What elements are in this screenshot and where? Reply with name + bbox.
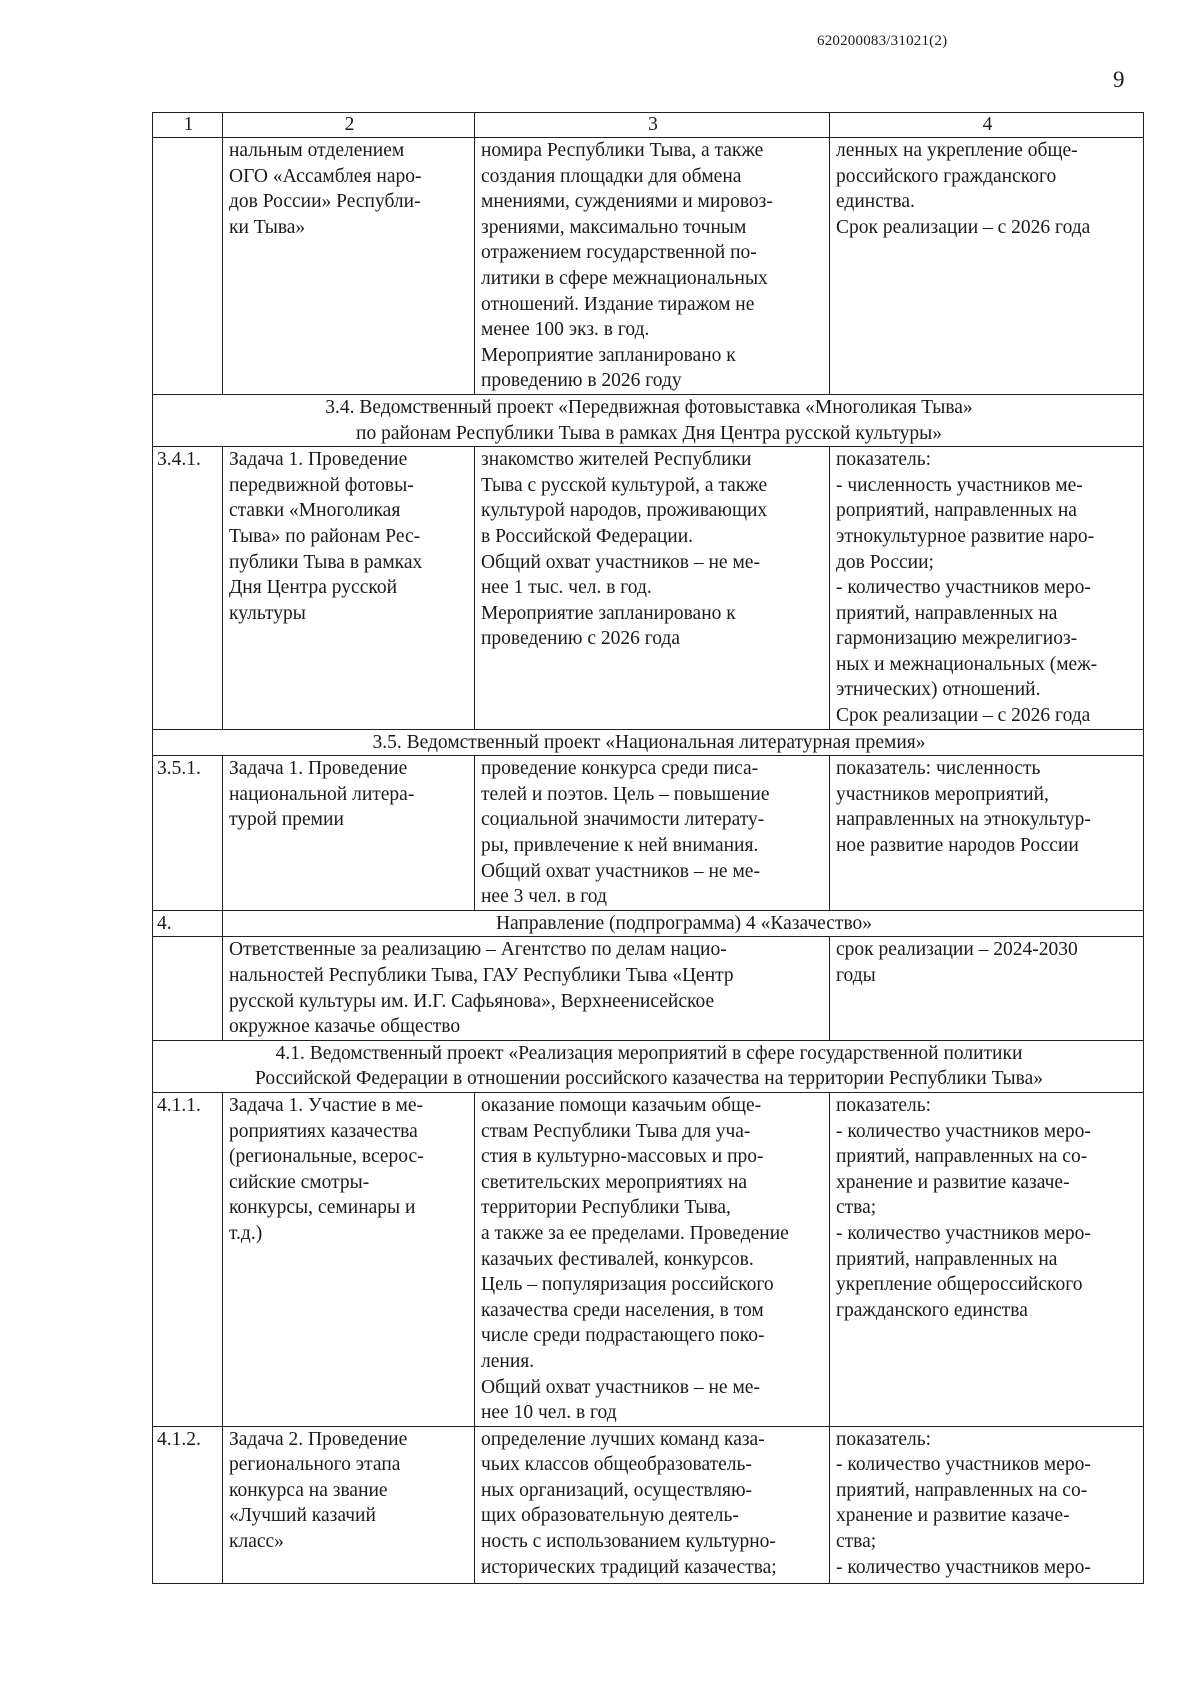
row-number-cell: 4.1.2. xyxy=(153,1426,223,1583)
section-title xyxy=(153,1040,1144,1092)
text-line: Мероприятие запланировано к xyxy=(481,344,736,366)
section-title xyxy=(153,729,1144,756)
text-line: стия в культурно-массовых и про- xyxy=(481,1146,764,1168)
table-row-3-5-1 xyxy=(153,756,1144,911)
text-line: числе среди подрастающего поко- xyxy=(481,1325,765,1347)
text-line: приятий, направленных на xyxy=(836,602,1058,624)
text-line: ставки «Многоликая xyxy=(229,500,401,522)
table-row-continuation xyxy=(153,138,1144,395)
text-line: дов России; xyxy=(836,551,934,573)
indicator-cell xyxy=(830,756,1144,911)
text-line: ствам Республики Тыва для уча- xyxy=(481,1120,751,1142)
text-line: гражданского единства xyxy=(836,1299,1028,1321)
text-line: территории Республики Тыва, xyxy=(481,1197,731,1219)
column-header: 1 xyxy=(153,113,223,138)
text-line: приятий, направленных на со- xyxy=(836,1479,1088,1501)
text-line: Мероприятие запланировано к xyxy=(481,602,736,624)
row-number-cell: 4.1.1. xyxy=(153,1092,223,1426)
page-number: 9 xyxy=(1113,67,1125,92)
text-line: социальной значимости литерату- xyxy=(481,809,765,831)
text-line: ных организаций, осуществляю- xyxy=(481,1479,753,1501)
description-cell xyxy=(475,1426,830,1583)
text-line: российского гражданского xyxy=(836,165,1057,187)
indicator-cell xyxy=(830,447,1144,730)
text-line: 3.5. Ведомственный проект «Национальная литературная премия» xyxy=(372,731,926,753)
text-line: ки Тыва» xyxy=(229,216,306,238)
implementation-term xyxy=(830,937,1144,1040)
section-header-4-1 xyxy=(153,1040,1144,1092)
row-number-cell: 3.4.1. xyxy=(153,447,223,730)
text-line: передвижной фотовы- xyxy=(229,474,414,496)
text-line: щих образовательную деятель- xyxy=(481,1505,739,1527)
text-line: телей и поэтов. Цель – повышение xyxy=(481,783,770,805)
row-number-cell: 3.5.1. xyxy=(153,756,223,911)
text-line: отражением государственной по- xyxy=(481,242,757,264)
text-line: ства; xyxy=(836,1197,877,1219)
text-line: по районам Республики Тыва в рамках Дня Центра русской культуры» xyxy=(356,422,942,444)
text-line: ства; xyxy=(836,1531,877,1553)
text-line: ность с использованием культурно- xyxy=(481,1531,776,1553)
text-line: 3.4. Ведомственный проект «Передвижная фотовыставка «Многоликая Тыва» xyxy=(325,396,973,418)
text-line: - количество участников меро- xyxy=(836,1454,1091,1476)
table-row-4-1-1 xyxy=(153,1092,1144,1426)
text-line: литики в сфере межнациональных xyxy=(481,267,768,289)
text-line: хранение и развитие казаче- xyxy=(836,1505,1070,1527)
text-line: определение лучших команд каза- xyxy=(481,1428,765,1450)
text-line: Ответственные за реализацию – Агентство по делам нацио- xyxy=(229,939,727,961)
text-line: укрепление общероссийского xyxy=(836,1274,1083,1296)
text-line: национальной литера- xyxy=(229,783,415,805)
text-line: Российской Федерации в отношении российского казачества на территории Республики Тыва» xyxy=(255,1068,1043,1090)
text-line: проведению в 2026 году xyxy=(481,370,682,392)
text-line: менее 100 экз. в год. xyxy=(481,319,650,341)
text-line: исторических традиций казачества; xyxy=(481,1556,777,1578)
column-header: 2 xyxy=(223,113,475,138)
text-line: Тыва» по районам Рес- xyxy=(229,525,421,547)
text-line: культурой народов, проживающих xyxy=(481,500,768,522)
direction-row-4 xyxy=(153,910,1144,937)
text-line: - численность участников ме- xyxy=(836,474,1083,496)
text-line: публики Тыва в рамках xyxy=(229,551,423,573)
text-line: ленных на укрепление обще- xyxy=(836,140,1078,161)
task-cell xyxy=(223,447,475,730)
column-header-row xyxy=(153,113,1144,138)
text-line: ления. xyxy=(481,1350,535,1372)
indicator-cell xyxy=(830,1092,1144,1426)
text-line: - количество участников меро- xyxy=(836,1222,1091,1244)
text-line: - количество участников меро- xyxy=(836,1556,1091,1578)
table-row-4-1-2 xyxy=(153,1426,1144,1583)
text-line: Срок реализации – с 2026 года xyxy=(836,216,1091,238)
text-line: роприятиях казачества xyxy=(229,1120,418,1142)
text-line: - количество участников меро- xyxy=(836,1120,1091,1142)
section-header-3-4 xyxy=(153,394,1144,446)
description-cell xyxy=(475,1092,830,1426)
text-line: а также за ее пределами. Проведение xyxy=(481,1222,789,1244)
row-number-cell xyxy=(153,937,223,1040)
indicator-cell xyxy=(830,138,1144,395)
text-line: создания площадки для обмена xyxy=(481,165,742,187)
text-line: светительских мероприятиях на xyxy=(481,1171,748,1193)
text-line: Общий охват участников – не ме- xyxy=(481,860,760,882)
text-line: направленных на этнокультур- xyxy=(836,809,1091,831)
text-line: единства. xyxy=(836,191,915,213)
text-line: окружное казачье общество xyxy=(229,1016,461,1038)
text-line: нальным отделением xyxy=(229,140,405,161)
text-line: приятий, направленных на со- xyxy=(836,1146,1088,1168)
row-number-cell xyxy=(153,138,223,395)
text-line: роприятий, направленных на xyxy=(836,500,1077,522)
text-line: нальностей Республики Тыва, ГАУ Республики Тыва «Центр xyxy=(229,965,734,986)
text-line: проведение конкурса среди писа- xyxy=(481,758,759,780)
text-line: культуры xyxy=(229,602,306,624)
text-line: отношений. Издание тиражом не xyxy=(481,293,755,315)
text-line: сийские смотры- xyxy=(229,1171,370,1193)
text-line: нее 1 тыс. чел. в год. xyxy=(481,577,652,599)
responsible-row xyxy=(153,937,1144,1040)
text-line: «Лучший казачий xyxy=(229,1505,376,1527)
direction-title: Направление (подпрограмма) 4 «Казачество» xyxy=(223,910,1144,937)
text-line: Общий охват участников – не ме- xyxy=(481,551,760,573)
text-line: приятий, направленных на xyxy=(836,1248,1058,1270)
text-line: проведению с 2026 года xyxy=(481,628,680,650)
text-line: (региональные, всерос- xyxy=(229,1146,424,1168)
responsible-text xyxy=(223,937,830,1040)
text-line: этнических) отношений. xyxy=(836,679,1041,701)
text-line: Срок реализации – с 2026 года xyxy=(836,705,1091,727)
text-line: показатель: численность xyxy=(836,758,1041,780)
participant-cell xyxy=(223,138,475,395)
task-cell xyxy=(223,756,475,911)
description-cell xyxy=(475,138,830,395)
table-row-3-4-1 xyxy=(153,447,1144,730)
text-line: знакомство жителей Республики xyxy=(481,449,752,471)
indicator-cell xyxy=(830,1426,1144,1583)
text-line: показатель: xyxy=(836,1094,932,1116)
text-line: Общий охват участников – не ме- xyxy=(481,1376,760,1398)
task-cell xyxy=(223,1092,475,1426)
text-line: Задача 1. Проведение xyxy=(229,758,408,780)
text-line: конкурса на звание xyxy=(229,1479,388,1501)
description-cell xyxy=(475,756,830,911)
text-line: мнениями, суждениями и мировоз- xyxy=(481,191,773,213)
text-line: класс» xyxy=(229,1531,284,1553)
text-line: Дня Центра русской xyxy=(229,577,398,599)
text-line: русской культуры им. И.Г. Сафьянова», Верхнеенисейское xyxy=(229,990,715,1012)
text-line: номира Республики Тыва, а также xyxy=(481,140,764,161)
text-line: Задача 1. Участие в ме- xyxy=(229,1094,424,1116)
text-line: казачества среди населения, в том xyxy=(481,1299,764,1321)
text-line: нее 10 чел. в год xyxy=(481,1402,617,1424)
text-line: 4.1. Ведомственный проект «Реализация мероприятий в сфере государственной политики xyxy=(275,1042,1023,1064)
text-line: нее 3 чел. в год xyxy=(481,886,607,908)
column-header: 4 xyxy=(830,113,1144,138)
text-line: показатель: xyxy=(836,1428,932,1450)
document-code: 620200083/31021(2) xyxy=(817,33,948,49)
program-table xyxy=(152,112,1144,1584)
text-line: турой премии xyxy=(229,809,344,831)
text-line: Задача 2. Проведение xyxy=(229,1428,408,1450)
text-line: в Российской Федерации. xyxy=(481,525,694,547)
text-line: хранение и развитие казаче- xyxy=(836,1171,1070,1193)
text-line: участников мероприятий, xyxy=(836,783,1049,805)
text-line: чьих классов общеобразователь- xyxy=(481,1454,752,1476)
row-number-cell: 4. xyxy=(153,910,223,937)
section-header-3-5 xyxy=(153,729,1144,756)
text-line: ное развитие народов России xyxy=(836,835,1079,857)
text-line: т.д.) xyxy=(229,1222,263,1244)
text-line: гармонизацию межрелигиоз- xyxy=(836,628,1078,650)
text-line: Цель – популяризация российского xyxy=(481,1274,774,1296)
task-cell xyxy=(223,1426,475,1583)
text-line: срок реализации – 2024-2030 xyxy=(836,939,1078,961)
text-line: дов России» Республи- xyxy=(229,191,421,213)
text-line: ных и межнациональных (меж- xyxy=(836,653,1098,675)
text-line: зрениями, максимально точным xyxy=(481,216,747,238)
text-line: - количество участников меро- xyxy=(836,577,1091,599)
text-line: Задача 1. Проведение xyxy=(229,449,408,471)
text-line: ры, привлечение к ней внимания. xyxy=(481,835,759,857)
text-line: этнокультурное развитие наро- xyxy=(836,525,1095,547)
text-line: ОГО «Ассамблея наро- xyxy=(229,165,422,187)
text-line: Тыва с русской культурой, а также xyxy=(481,474,768,496)
section-title xyxy=(153,394,1144,446)
text-line: казачьих фестивалей, конкурсов. xyxy=(481,1248,754,1270)
text-line: конкурсы, семинары и xyxy=(229,1197,416,1219)
description-cell xyxy=(475,447,830,730)
column-header: 3 xyxy=(475,113,830,138)
text-line: годы xyxy=(836,965,876,986)
text-line: регионального этапа xyxy=(229,1454,401,1476)
text-line: оказание помощи казачьим обще- xyxy=(481,1094,762,1116)
text-line: показатель: xyxy=(836,449,932,471)
